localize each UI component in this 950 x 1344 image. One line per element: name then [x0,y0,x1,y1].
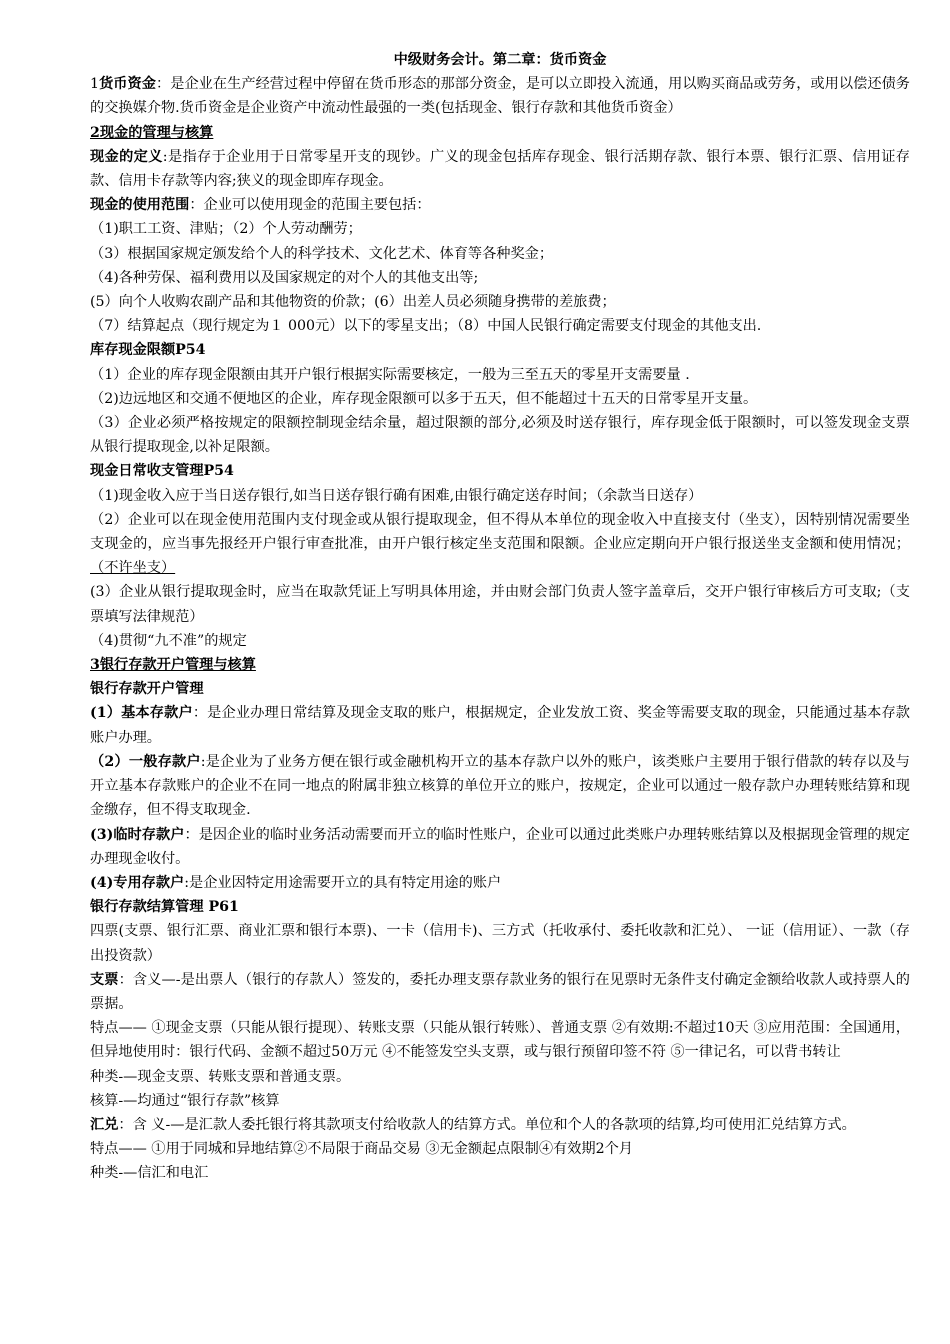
underlined-note: （不许坐支） [90,560,176,577]
list-item: （2)边远地区和交通不便地区的企业，库存现金限额可以多于五天，但不能超过十五天的日常零星开支量。 [90,390,758,407]
paragraph-monetary-funds [90,72,910,120]
paragraph-cheque-definition [90,968,910,1016]
list-item: （1)职工工资、津贴；（2）个人劳动酬劳； [90,221,362,238]
heading-settlement: 银行存款结算管理 P61 [90,899,239,916]
term-basic-account: (1）基本存款户 [90,705,193,722]
paragraph-special-account [90,871,910,895]
paragraph-cheque-accounting: 核算-—均通过“银行存款”核算 [90,1092,280,1109]
list-item: （4)贯彻“九不准”的规定 [90,632,247,649]
paragraph-settlement-overview: 四票(支票、银行汇票、商业汇票和银行本票)、一卡（信用卡)、三方式（托收承付、委托收款和汇兑）、 一证（信用证）、一款（存出投资款） [90,923,910,964]
list-item: （3）企业必须严格按规定的限额控制现金结余量，超过限额的部分,必须及时送存银行，库存现金低于限额时，可以签发现金支票从银行提取现金,以补足限额。 [90,415,910,456]
paragraph-remittance-types: 种类-—信汇和电汇 [90,1165,209,1182]
definition-text: ：含 义-—是汇款人委托银行将其款项支付给收款人的结算方式。单位和个人的各款项的结算,均可使用汇兑结算方式。 [118,1116,856,1133]
list-item [90,508,910,581]
list-item: （3）根据国家规定颁发给个人的科学技术、文化艺术、体育等各种奖金； [90,245,554,262]
definition-text: ：是企业在生产经营过程中停留在货币形态的那部分资金，是可以立即投入流通，用以购买商品或劳务，或用以偿还债务的交换媒介物.货币资金是企业资产中流动性最强的一类(包括现金、银行存款和其他货币资金） [90,76,910,117]
page-title: 中级财务会计。第二章：货币资金 [393,52,607,68]
term-cash-definition: 现金的定义 [90,148,163,165]
paragraph-cheque-types: 种类-—现金支票、转账支票和普通支票。 [90,1068,351,1085]
section-heading-bank: 3银行存款开户管理与核算 [90,657,256,674]
list-item: (5）向个人收购农副产品和其他物资的价款；(6）出差人员必须随身携带的差旅费； [90,294,616,311]
paragraph-basic-account [90,701,910,749]
list-item-text: （2）企业可以在现金使用范围内支付现金或从银行提取现金，但不得从本单位的现金收入中直接支付（坐支），因特别情况需要坐支现金的，应当事先报经开户银行审查批准，由开户银行核定坐支范围和限额。企业应定期向开户银行报送坐支金额和使用情况； [90,511,910,553]
list-item: (3）企业从银行提取现金时，应当在取款凭证上写明具体用途，并由财会部门负责人签字盖章后，交开户银行审核后方可支取;（支票填写法律规范） [90,584,910,625]
list-item: （7）结算起点（现行规定为１ 000元）以下的零星支出；（8）中国人民银行确定需要支付现金的其他支出. [90,318,762,335]
definition-text: ：含义—-是出票人（银行的存款人）签发的，委托办理支票存款业务的银行在见票时无条件支付确定金额给收款人或持票人的票据。 [90,971,910,1012]
heading-cash-daily: 现金日常收支管理P54 [90,463,234,480]
paragraph-remittance-features: 特点—— ①用于同城和异地结算②不局限于商品交易 ③无金额起点限制④有效期2个月 [90,1141,633,1158]
paragraph-general-account [90,750,910,823]
scope-intro-text: ：企业可以使用现金的范围主要包括： [189,197,431,214]
list-item: （4)各种劳保、福利费用以及国家规定的对个人的其他支出等; [90,269,479,286]
definition-text: ：是因企业的临时业务活动需要而开立的临时性账户，企业可以通过此类账户办理转账结算以及根据现金管理的规定办理现金收付。 [90,826,910,867]
paragraph-cash-scope [90,193,910,217]
definition-text: :是企业因特定用途需要开立的具有特定用途的账户 [184,874,502,891]
paragraph-cheque-features: 特点—— ①现金支票（只能从银行提现）、转账支票（只能从银行转账）、普通支票 ②有效期:不超过10天 ③应用范围：全国通用，但异地使用时：银行代码、金额不超过50万元 ④不能签发空头支票，或与银行预留印签不符 ⑤一律记名，可以背书转让 [90,1020,910,1061]
definition-text: ：是企业办理日常结算及现金支取的账户，根据规定，企业发放工资、奖金等需要支取的现金，只能通过基本存款账户办理。 [90,705,910,746]
paragraph-cash-definition [90,145,910,193]
section-heading-cash: 2现金的管理与核算 [90,124,214,141]
paragraph-remittance-definition [90,1113,910,1137]
term-monetary-funds: 货币资金 [99,76,156,93]
list-item: （1）企业的库存现金限额由其开户银行根据实际需要核定，一般为三至五天的零星开支需要量 . [90,366,690,383]
heading-cash-limit: 库存现金限额P54 [90,342,206,359]
term-general-account: （2）一般存款户 [90,753,201,770]
paragraph-temporary-account [90,823,910,871]
definition-text: :是指存于企业用于日常零星开支的现钞。广义的现金包括库存现金、银行活期存款、银行本票、银行汇票、信用证存款、信用卡存款等内容;狭义的现金即库存现金。 [90,148,910,190]
list-item: （1)现金收入应于当日送存银行,如当日送存银行确有困难,由银行确定送存时间；（余款当日送存） [90,487,703,504]
definition-text: :是企业为了业务方便在银行或金融机构开立的基本存款户以外的账户，该类账户主要用于银行借款的转存以及与开立基本存款账户的企业不在同一地点的附属非独立核算的单位开立的账户，按规定，企业可以通过一般存款户办理转账结算和现金缴存，但不得支取现金. [90,753,910,819]
document-page [90,48,910,1186]
term-cheque: 支票 [90,971,119,988]
heading-bank-account: 银行存款开户管理 [90,681,204,698]
section-number: 1 [90,76,100,93]
term-remittance: 汇兑 [90,1116,119,1133]
term-temporary-account: (3)临时存款户 [90,826,185,843]
term-cash-scope: 现金的使用范围 [90,197,190,214]
term-special-account: (4)专用存款户 [90,874,185,891]
